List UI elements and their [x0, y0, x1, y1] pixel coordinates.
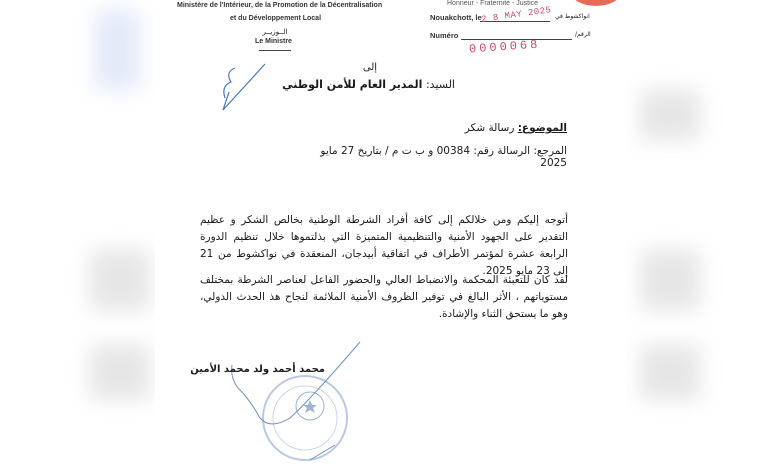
ministry-line-1: Ministère de l'Intérieur, de la Promotion de la Décentralisation: [177, 2, 383, 9]
body-paragraph-2: لقد كان للتعبئة المحكمة والانضباط العالي والحضور الفاعل لعناصر الشرطة بمختلف مستوياتهم ، الأثر البالغ في توفير الظروف الأمنية الملائمة لنجاح هذ الحدث الدولي، وهو ما يستحق الثناء والإشادة.: [200, 274, 568, 320]
letter-page: [155, 0, 625, 470]
background-blur-top-left: [95, 10, 140, 90]
initials-signature-icon: [215, 58, 275, 113]
background-blur-right-3: [640, 345, 700, 400]
reference: المرجع: الرسالة رقم: 00384 و ب ت م / بتاريخ 27 مايو 2025: [320, 145, 567, 169]
recipient-prefix: السيد:: [425, 78, 455, 91]
background-blur-right-2: [640, 250, 700, 310]
motto: Honneur - Fraternité - Justice: [447, 0, 539, 7]
red-seal-icon: [571, 0, 621, 6]
place-label-fr: Nouakchott, le: [430, 13, 482, 22]
subject-value: رسالة شكر: [464, 122, 515, 134]
number-label-ar: الرقم/: [575, 31, 591, 38]
date-stamp: 2 8 MAY 2025: [480, 5, 553, 25]
signatory-name: محمد أحمد ولد محمد الأمين: [190, 364, 325, 375]
recipient-name: المدير العام للأمن الوطني: [282, 78, 423, 91]
divider: [259, 50, 291, 51]
number-stamp: 0000068: [468, 37, 541, 57]
recipient: [275, 78, 455, 91]
background-blur-left-1: [90, 250, 150, 310]
number-label-fr: Numéro: [430, 31, 459, 40]
ministry-line-2: et du Développement Local: [230, 15, 322, 22]
minister-ar: الــوزيــر: [262, 28, 288, 36]
background-blur-right-1: [640, 90, 700, 140]
subject: [355, 122, 567, 134]
place-label-ar: انواكشوط في: [555, 13, 590, 20]
background-blur-left-2: [90, 345, 150, 400]
minister-fr: Le Ministre: [255, 38, 292, 45]
body-paragraph-1: أتوجه إليكم ومن خلالكم إلى كافة أفراد الشرطة الوطنية بخالص الشكر و عظيم التقدير على الجهود الأمنية والتنظيمية المتميزة التي بذلتموها خلال تنظيم الدورة الرابعة عشرة لمؤتمر الأطراف في اتفاقية أبيدجان، المنعقدة في نواكشوط من 21 إلى 23 مايو 2025.: [200, 214, 568, 277]
to-label: إلى: [362, 62, 378, 73]
subject-label: الموضوع:: [517, 122, 567, 134]
signature-and-seal-icon: [210, 330, 430, 470]
